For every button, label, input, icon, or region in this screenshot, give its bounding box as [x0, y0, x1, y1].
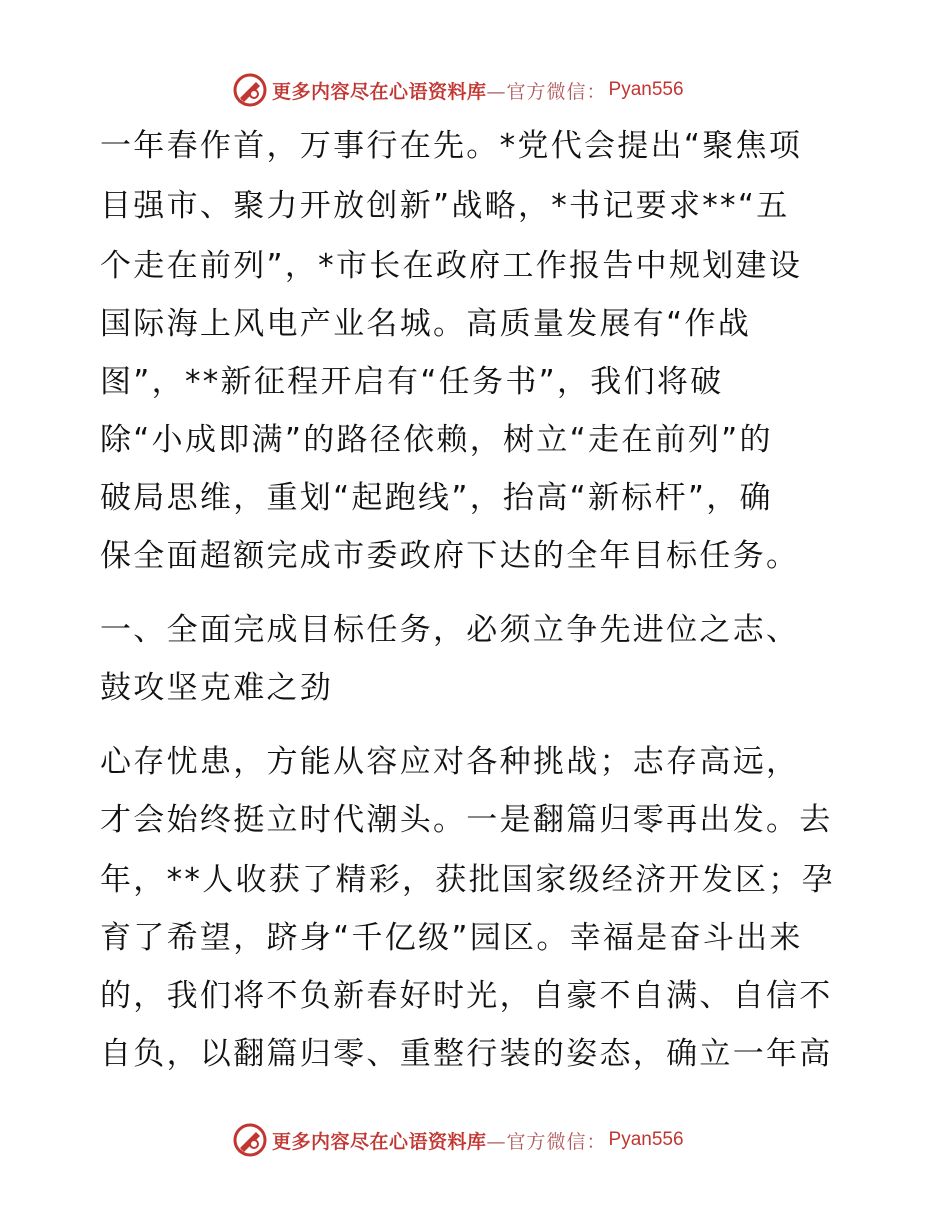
- section-heading: 鼓攻坚克难之劲: [100, 670, 334, 706]
- pen-logo-icon: [232, 1122, 268, 1158]
- section-heading: 一、全面完成目标任务，必须立争先进位之志、: [100, 612, 800, 648]
- text-line: 一年春作首，万事行在先。*党代会提出“聚焦项: [100, 128, 803, 164]
- pen-logo-icon: [232, 72, 268, 108]
- banner-official-text: —官方微信：: [486, 80, 607, 103]
- header-banner: [232, 70, 684, 110]
- text-line: 保全面超额完成市委政府下达的全年目标任务。: [100, 538, 800, 574]
- banner-wechat-id: Pyan556: [608, 79, 684, 100]
- text-line: 才会始终挺立时代潮头。一是翻篇归零再出发。去: [100, 802, 833, 838]
- text-line: 国际海上风电产业名城。高质量发展有“作战: [100, 306, 752, 342]
- text-line: 个走在前列”，*市长在政府工作报告中规划建设: [100, 248, 803, 284]
- text-line: 年，**人收获了精彩，获批国家级经济开发区；孕: [100, 862, 835, 898]
- footer-banner: [232, 1120, 684, 1160]
- banner-wechat-id: Pyan556: [608, 1129, 684, 1150]
- text-line: 破局思维，重划“起跑线”，抬高“新标杆”，确: [100, 480, 773, 516]
- text-line: 自负，以翻篇归零、重整行装的姿态，确立一年高: [100, 1036, 833, 1072]
- banner-site-text: 更多内容尽在心语资料库: [272, 80, 487, 103]
- text-line: 图”，**新征程开启有“任务书”，我们将破: [100, 364, 724, 400]
- banner-official-text: —官方微信：: [486, 1130, 607, 1153]
- text-line: 目强市、聚力开放创新”战略，*书记要求**“五: [100, 188, 790, 224]
- text-line: 除“小成即满”的路径依赖，树立“走在前列”的: [100, 422, 773, 458]
- text-line: 的，我们将不负新春好时光，自豪不自满、自信不: [100, 978, 833, 1014]
- text-line: 心存忧患，方能从容应对各种挑战；志存高远，: [100, 744, 800, 780]
- banner-site-text: 更多内容尽在心语资料库: [272, 1130, 487, 1153]
- text-line: 育了希望，跻身“千亿级”园区。幸福是奋斗出来: [100, 920, 803, 956]
